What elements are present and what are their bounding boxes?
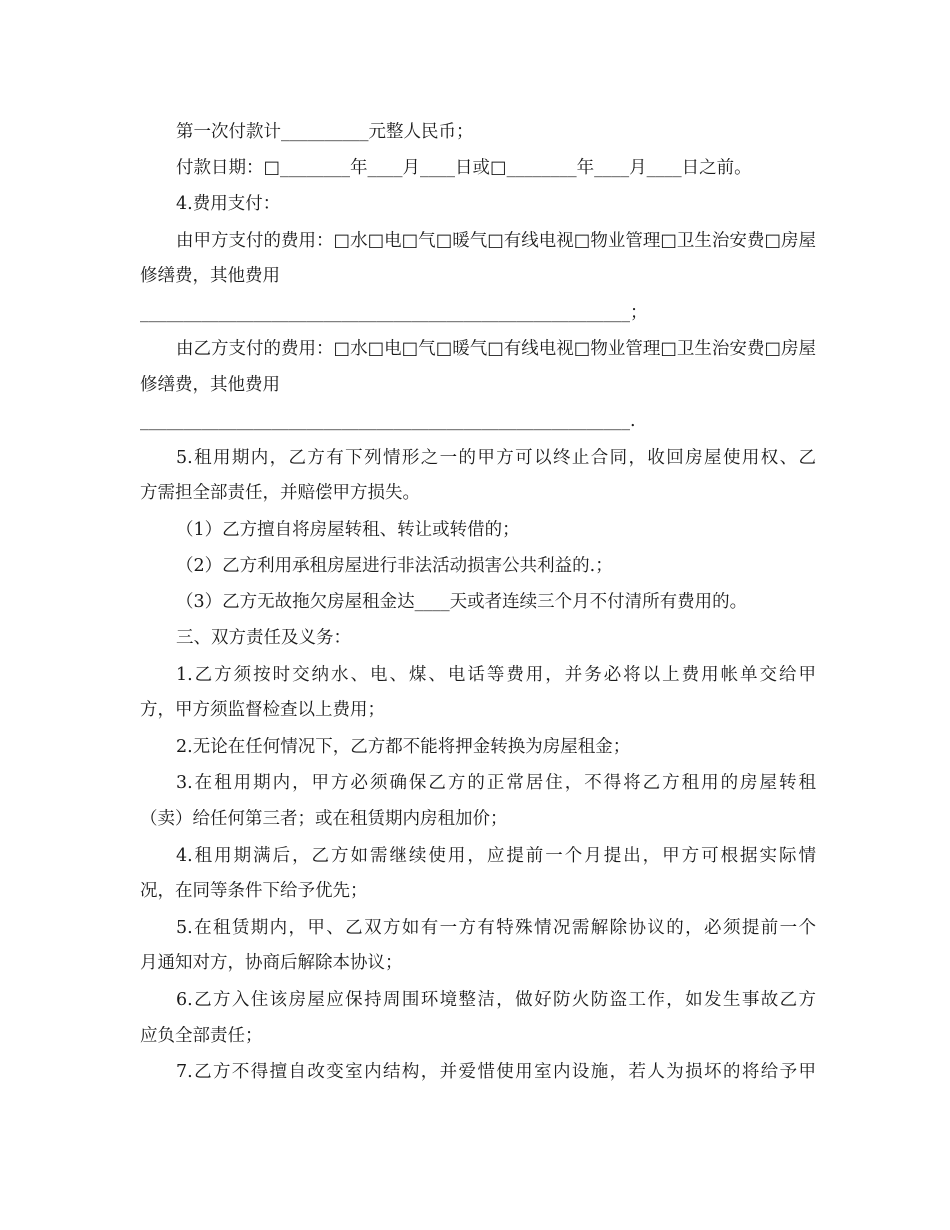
section-heading-duties: 三、双方责任及义务： xyxy=(176,628,351,648)
text-line-fee-heading: 4.费用支付： xyxy=(176,194,281,214)
text-line-duty-6-cont: 应负全部责任； xyxy=(140,1026,263,1046)
text-line-blank-1: ________________________________________________________； xyxy=(140,303,648,323)
text-line-item-2: （2）乙方利用承租房屋进行非法活动损害公共利益的.； xyxy=(176,556,613,576)
text-line-clause-5: 5.租用期内，乙方有下列情形之一的甲方可以终止合同，收回房屋使用权、乙 xyxy=(176,448,816,468)
text-line-duty-1: 1.乙方须按时交纳水、电、煤、电话等费用，并务必将以上费用帐单交给甲 xyxy=(176,665,816,685)
text-line-duty-2: 2.无论在任何情况下，乙方都不能将押金转换为房屋租金； xyxy=(176,737,631,757)
text-line-duty-5: 5.在租赁期内，甲、乙双方如有一方有特殊情况需解除协议的，必须提前一个 xyxy=(176,918,816,938)
text-line-duty-4: 4.租用期满后，乙方如需继续使用，应提前一个月提出，甲方可根据实际情 xyxy=(176,846,816,866)
text-line-duty-6: 6.乙方入住该房屋应保持周围环境整洁，做好防火防盗工作，如发生事故乙方 xyxy=(176,990,816,1010)
text-line-blank-2: ________________________________________________________. xyxy=(140,411,636,431)
text-line-partyb-fees: 由乙方支付的费用：□水□电□气□暖气□有线电视□物业管理□卫生治安费□房屋 xyxy=(176,339,816,359)
text-line-duty-3-cont: （卖）给任何第三者；或在租赁期内房租加价； xyxy=(140,809,508,829)
text-line-partya-fees-cont: 修缮费，其他费用 xyxy=(140,266,280,286)
text-line-item-3: （3）乙方无故拖欠房屋租金达____天或者连续三个月不付清所有费用的。 xyxy=(176,592,748,612)
text-line-duty-4-cont: 况，在同等条件下给予优先； xyxy=(140,881,368,901)
text-line-partya-fees: 由甲方支付的费用：□水□电□气□暖气□有线电视□物业管理□卫生治安费□房屋 xyxy=(176,231,816,251)
text-line-partyb-fees-cont: 修缮费，其他费用 xyxy=(140,375,280,395)
text-line-first-payment: 第一次付款计__________元整人民币； xyxy=(176,122,474,142)
text-line-clause-5-cont: 方需担全部责任，并赔偿甲方损失。 xyxy=(140,483,420,503)
text-line-item-1: （1）乙方擅自将房屋转租、转让或转借的； xyxy=(176,520,520,540)
text-line-duty-7: 7.乙方不得擅自改变室内结构，并爱惜使用室内设施，若人为损坏的将给予甲 xyxy=(176,1062,816,1082)
text-line-payment-date: 付款日期：□________年____月____日或□________年____月____日之前。 xyxy=(176,158,752,178)
text-line-duty-5-cont: 月通知对方，协商后解除本协议； xyxy=(140,953,403,973)
text-line-duty-1-cont: 方，甲方须监督检查以上费用； xyxy=(140,700,385,720)
text-line-duty-3: 3.在租用期内，甲方必须确保乙方的正常居住，不得将乙方租用的房屋转租 xyxy=(176,773,816,793)
